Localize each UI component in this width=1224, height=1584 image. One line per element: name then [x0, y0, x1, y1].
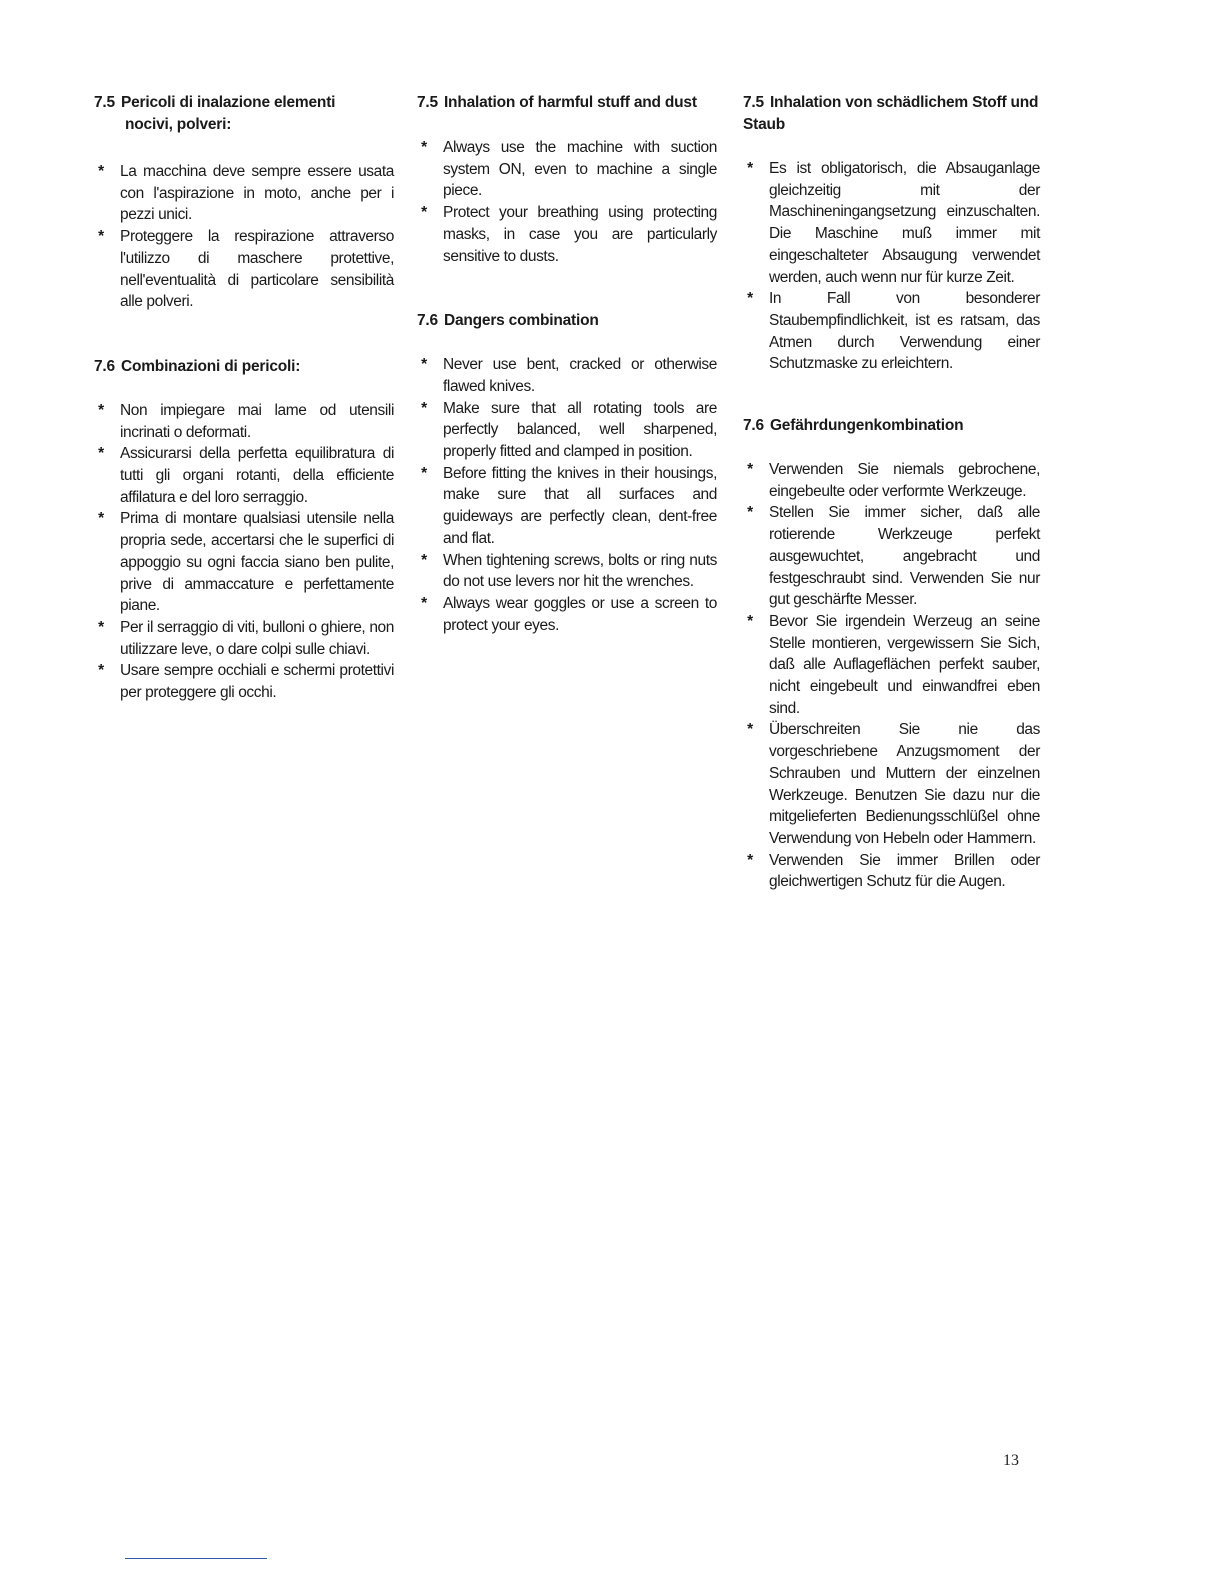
bullet-icon: *	[98, 618, 104, 636]
bullet-icon: *	[98, 510, 104, 528]
bullet-icon: *	[98, 228, 104, 246]
list-item: * Always wear goggles or use a screen to protect your eyes.	[417, 593, 717, 636]
list-item: * Never use bent, cracked or otherwise flawed knives.	[417, 354, 717, 397]
bullet-list-7-5-it	[94, 161, 394, 313]
bullet-icon: *	[747, 160, 753, 177]
section-heading-7-5-en: 7.5 Inhalation of harmful stuff and dust	[417, 94, 697, 111]
list-item: * Per il serraggio di viti, bulloni o ghiere, non utilizzare leve, o dare colpi sulle chiavi.	[94, 617, 394, 660]
italian-column	[94, 92, 394, 704]
heading-title: Gefährdungenkombination	[769, 417, 964, 435]
list-item: * Non impiegare mai lame od utensili incrinati o deformati.	[94, 400, 394, 443]
section-heading-7-5-de: 7.5 Inhalation von schädlichem Stoff und Staub	[743, 94, 1039, 133]
bullet-icon: *	[421, 399, 427, 417]
heading-title: Combinazioni di pericoli:	[120, 357, 301, 375]
heading-title: Pericoli di inalazione elementi	[120, 94, 336, 111]
bullet-list-7-6-en	[417, 354, 717, 636]
section-heading-7-6-de: 7.6 Gefährdungenkombination	[743, 417, 964, 435]
english-column	[417, 92, 717, 636]
bullet-icon: *	[98, 401, 104, 419]
section-heading-7-6-en: 7.6 Dangers combination	[417, 312, 599, 330]
bullet-icon: *	[747, 290, 753, 308]
bullet-icon: *	[747, 851, 753, 869]
list-item: * Proteggere la respirazione attraverso l'utilizzo di maschere protettive, nell'eventualità di particolare sensibilità alle polveri.	[94, 226, 394, 313]
list-item: * Verwenden Sie niemals gebrochene, eingebeulte oder verformte Werkzeuge.	[743, 459, 1040, 502]
list-item: * Make sure that all rotating tools are perfectly balanced, well sharpened, properly fitted and clamped in position.	[417, 398, 717, 463]
bullet-icon: *	[421, 551, 427, 569]
list-item: * Es ist obligatorisch, die Absauganlage gleichzeitig mit der Maschineningangsetzung einzuschalten. Die Maschine muß immer mit eingeschalteter Absaugung verwendet werden, auch wenn nur für kurze Zeit.	[743, 158, 1040, 288]
bullet-icon: *	[747, 612, 753, 630]
bullet-icon: *	[747, 461, 753, 479]
section-heading-7-5-it: 7.5 Pericoli di inalazione elementi nocivi, polveri:	[94, 92, 394, 136]
list-item: * Before fitting the knives in their housings, make sure that all surfaces and guideways are perfectly clean, dent-free and flat.	[417, 463, 717, 550]
bullet-list-7-6-de	[743, 459, 1040, 893]
bullet-icon: *	[747, 721, 753, 739]
bullet-icon: *	[421, 204, 427, 222]
heading-title: Inhalation of harmful stuff and dust	[443, 94, 697, 111]
list-item: * Überschreiten Sie nie das vorgeschriebene Anzugsmoment der Schrauben und Muttern der einzelnen Werkzeuge. Benutzen Sie dazu nur die mitgelieferten Bedienungsschlüßel ohne Verwendung von Hebeln oder Hammern.	[743, 719, 1040, 849]
list-item: * Usare sempre occhiali e schermi protettivi per proteggere gli occhi.	[94, 660, 394, 703]
list-item: * Stellen Sie immer sicher, daß alle rotierende Werkzeuge perfekt ausgewuchtet, angebracht und festgeschraubt sind. Verwenden Sie nur gut geschärfte Messer.	[743, 502, 1040, 611]
heading-title: Inhalation von schädlichem Stoff und Staub	[743, 94, 1039, 133]
bullet-list-7-6-it	[94, 400, 394, 704]
bullet-icon: *	[98, 163, 104, 180]
bullet-icon: *	[421, 464, 427, 482]
bullet-icon: *	[421, 356, 427, 374]
bullet-icon: *	[421, 594, 427, 612]
bullet-icon: *	[98, 445, 104, 463]
list-item: * Prima di montare qualsiasi utensile nella propria sede, accertarsi che le superfici di appoggio su ogni faccia siano ben pulite, prive di ammaccature e perfettamente piane.	[94, 508, 394, 617]
list-item: * La macchina deve sempre essere usata con l'aspirazione in moto, anche per i pezzi unici.	[94, 161, 394, 226]
list-item: * Assicurarsi della perfetta equilibratura di tutti gli organi rotanti, della efficiente affilatura e del loro serraggio.	[94, 443, 394, 508]
section-heading-7-6-it: 7.6 Combinazioni di pericoli:	[94, 357, 301, 375]
bullet-list-7-5-de	[743, 158, 1040, 375]
list-item: * Protect your breathing using protecting masks, in case you are particularly sensitive to dusts.	[417, 202, 717, 267]
list-item: * In Fall von besonderer Staubempfindlichkeit, ist es ratsam, das Atmen durch Verwendung einer Schutzmaske zu erleichtern.	[743, 288, 1040, 375]
footer-divider	[125, 1558, 267, 1559]
list-item: * When tightening screws, bolts or ring nuts do not use levers nor hit the wrenches.	[417, 550, 717, 593]
list-item: * Verwenden Sie immer Brillen oder gleichwertigen Schutz für die Augen.	[743, 850, 1040, 893]
bullet-list-7-5-en	[417, 137, 717, 267]
heading-title: Dangers combination	[443, 312, 599, 330]
heading-title-continued: nocivi, polveri:	[125, 116, 232, 133]
german-column	[743, 92, 1040, 893]
list-item: * Bevor Sie irgendein Werzeug an seine Stelle montieren, vergewissern Sie Sich, daß alle Auflageflächen perfekt sauber, nicht eingebeult und einwandfrei eben sind.	[743, 611, 1040, 720]
page-number: 13	[1003, 1452, 1019, 1469]
bullet-icon: *	[98, 662, 104, 680]
bullet-icon: *	[421, 139, 427, 156]
list-item: * Always use the machine with suction system ON, even to machine a single piece.	[417, 137, 717, 202]
bullet-icon: *	[747, 504, 753, 522]
